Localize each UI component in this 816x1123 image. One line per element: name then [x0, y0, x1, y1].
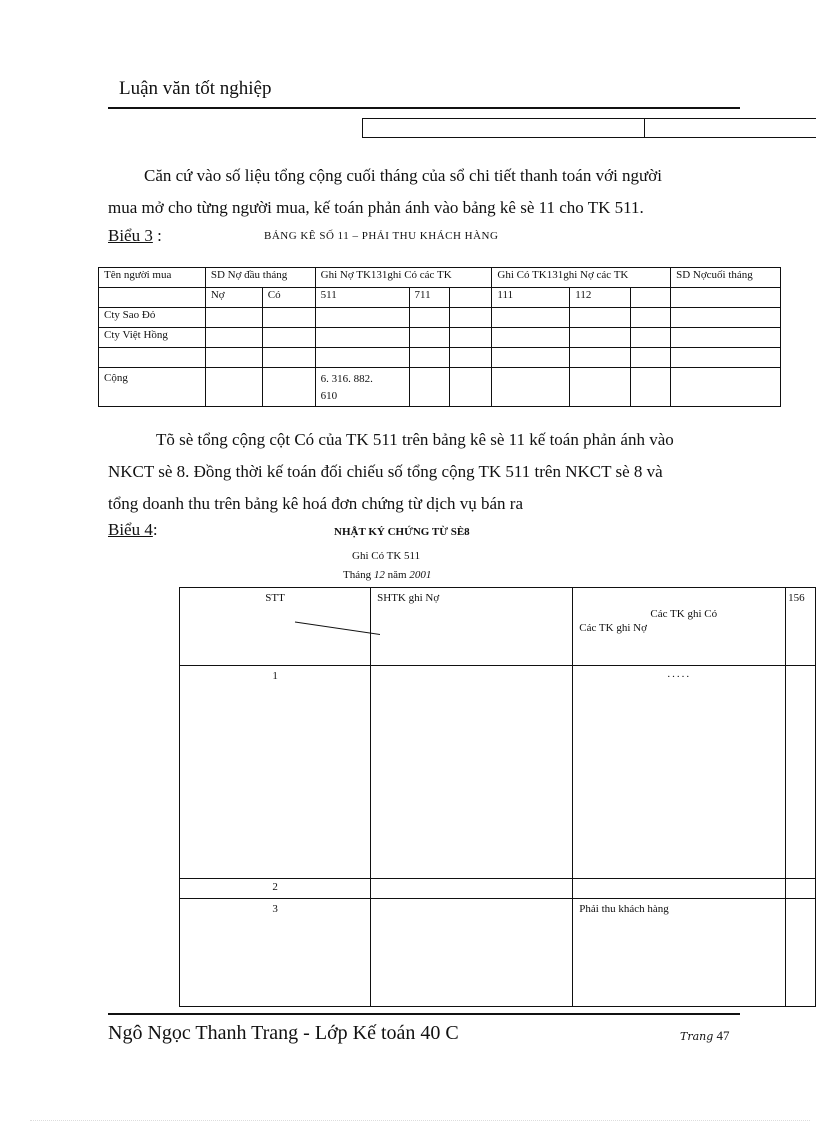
stt-cell: 1: [180, 666, 371, 879]
header-cell: SD Nợ đầu tháng: [205, 268, 315, 288]
table-subheader-row: [99, 288, 781, 308]
receivables-cell: Phải thu khách hàng: [573, 899, 786, 1007]
nkct-period: [343, 569, 431, 581]
table-row: [99, 328, 781, 348]
bang-ke-11-table: [98, 267, 781, 407]
col-156-header-cell: 156: [786, 588, 816, 666]
header-cell: Ghi Có TK131ghi Nợ các TK: [492, 268, 671, 288]
page-label: Trang: [680, 1030, 714, 1043]
diagonal-line: [180, 588, 380, 666]
bieu3-caption: [108, 226, 162, 246]
table-total-row: [99, 368, 781, 407]
period-year-prefix: năm: [384, 569, 410, 581]
nkct-row: [180, 899, 816, 1007]
table-header-row: [99, 268, 781, 288]
header-cell: Tên người mua: [99, 268, 206, 288]
page-number-value: 47: [716, 1028, 730, 1043]
paragraph-line: Căn cứ vào số liệu tổng cộng cuối tháng của sổ chi tiết thanh toán với người: [144, 166, 662, 185]
bieu3-title: BẢNG KÊ SỐ 11 – PHẢI THU KHÁCH HÀNG: [264, 230, 499, 242]
stt-header: STT: [265, 592, 285, 604]
paragraph-line: mua mở cho từng người mua, kế toán phản ánh vào bảng kê sè 11 cho TK 511.: [108, 198, 644, 217]
page-number: [680, 1028, 730, 1044]
period-month: 12: [373, 569, 385, 581]
period-year: 2001: [409, 569, 432, 581]
subheader-cell: 111: [492, 288, 570, 308]
nkct-row: [180, 666, 816, 879]
bieu4-label: Biểu 4: [108, 520, 153, 539]
buyer-name-cell: Cty Việt Hồng: [99, 328, 206, 348]
subheader-cell: 511: [315, 288, 409, 308]
subheader-cell: 112: [570, 288, 631, 308]
bieu3-colon: :: [152, 226, 162, 245]
subheader-cell: 711: [409, 288, 450, 308]
total-label-cell: Cộng: [99, 368, 206, 407]
footer-author: Ngô Ngọc Thanh Trang - Lớp Kế toán 40 C: [108, 1022, 459, 1044]
subheader-cell: Có: [262, 288, 315, 308]
header-cell: SD Nợcuối tháng: [671, 268, 781, 288]
stt-header-cell: [180, 588, 371, 666]
ellipsis-cell: .....: [573, 666, 786, 879]
period-month-prefix: Tháng: [343, 569, 374, 581]
header-rule: [108, 107, 740, 109]
paragraph-line: NKCT sè 8. Đồng thời kế toán đối chiếu số tổng cộng TK 511 trên NKCT sè 8 và: [108, 462, 663, 481]
nkct-header-row: [180, 588, 816, 666]
paragraph-nkct: [108, 424, 744, 520]
bieu4-colon: :: [152, 520, 158, 539]
footer-rule: [108, 1013, 740, 1015]
nkct-subtitle: Ghi Có TK 511: [352, 550, 421, 562]
subheader-cell: Nợ: [205, 288, 262, 308]
document-header-title: Luận văn tốt nghiệp: [119, 78, 272, 99]
paragraph-intro: [108, 160, 744, 224]
buyer-name-cell: Cty Sao Đỏ: [99, 308, 206, 328]
table-row: [99, 308, 781, 328]
buyer-name-cell: [99, 348, 206, 368]
paragraph-line: Tõ sè tổng cộng cột Có của TK 511 trên bảng kê sè 11 kế toán phản ánh vào: [156, 430, 674, 449]
bottom-dotted-line: [30, 1120, 810, 1121]
stt-cell: 2: [180, 879, 371, 899]
table-fragment: [362, 118, 816, 138]
stt-cell: 3: [180, 899, 371, 1007]
table-row: [99, 348, 781, 368]
header-cell: Ghi Nợ TK131ghi Có các TK: [315, 268, 492, 288]
debit-accounts-label: Các TK ghi Nợ: [579, 622, 647, 634]
bieu3-label: Biểu 3: [108, 226, 153, 245]
accounts-header-cell: [573, 588, 786, 666]
nkct-row: [180, 879, 816, 899]
credit-accounts-label: Các TK ghi Có: [650, 608, 718, 620]
row-2-cell: [573, 879, 786, 899]
paragraph-line: tổng doanh thu trên bảng kê hoá đơn chứng từ dịch vụ bán ra: [108, 494, 524, 513]
nkct-title: NHẬT KÝ CHỨNG TỪ SÈ8: [334, 526, 470, 538]
total-511-cell: 6. 316. 882. 610: [315, 368, 409, 407]
bieu4-caption: [108, 520, 158, 540]
nkct-8-table: [179, 587, 816, 1007]
shtk-header-cell: SHTK ghi Nợ: [371, 588, 573, 666]
